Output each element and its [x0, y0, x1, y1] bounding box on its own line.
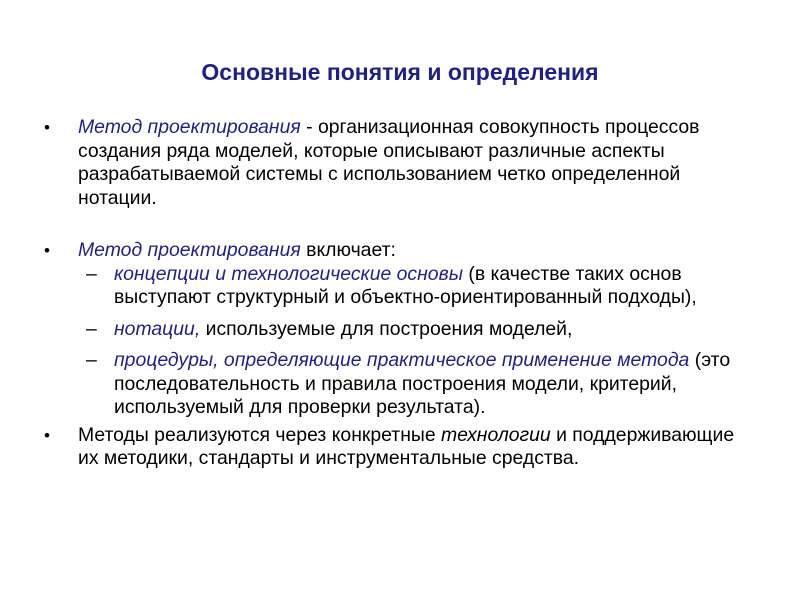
notations-text: используемые для построения моделей,: [200, 317, 573, 340]
method-definition-text: - организационная совокупность процессов создания ряда моделей, которые описывают различные аспекты разрабатываемой системы с использованием четко определенной нотации.: [78, 116, 700, 209]
bullet-item-technologies: [40, 424, 760, 471]
slide-content: [40, 116, 760, 471]
technologies-text-after: и поддерживающие их методики, стандарты и инструментальные средства.: [78, 423, 735, 469]
term-concepts: концепции и технологические основы: [114, 262, 463, 285]
technologies-text-before: Методы реализуются через конкретные: [78, 423, 442, 446]
dash-icon: –: [86, 262, 97, 285]
procedures-text: (это последовательность и правила построения модели, критерий, используемый для проверки результата).: [114, 349, 731, 418]
bullet-icon: •: [44, 241, 50, 260]
method-includes-text: включает:: [300, 239, 396, 261]
bullet-icon: •: [44, 118, 50, 137]
bullet-item-method-includes: [40, 239, 760, 263]
term-method: Метод проектирования: [78, 239, 301, 261]
bullet-item-method-definition: [40, 116, 760, 210]
term-notations: нотации,: [114, 317, 201, 340]
term-procedures: процедуры, определяющие практическое применение метода: [114, 349, 690, 371]
term-method: Метод проектирования: [78, 116, 301, 138]
sub-item-concepts: [40, 263, 760, 310]
sub-item-notations: [40, 318, 760, 342]
concepts-text: (в качестве таких основ выступают структурный и объектно-ориентированный подходы),: [114, 262, 697, 308]
dash-icon: –: [86, 317, 97, 340]
slide-title: Основные понятия и определения: [201, 59, 599, 85]
sub-item-procedures: [40, 349, 760, 420]
dash-icon: –: [86, 349, 97, 371]
bullet-icon: •: [44, 425, 50, 445]
term-technologies: технологии: [441, 423, 551, 446]
